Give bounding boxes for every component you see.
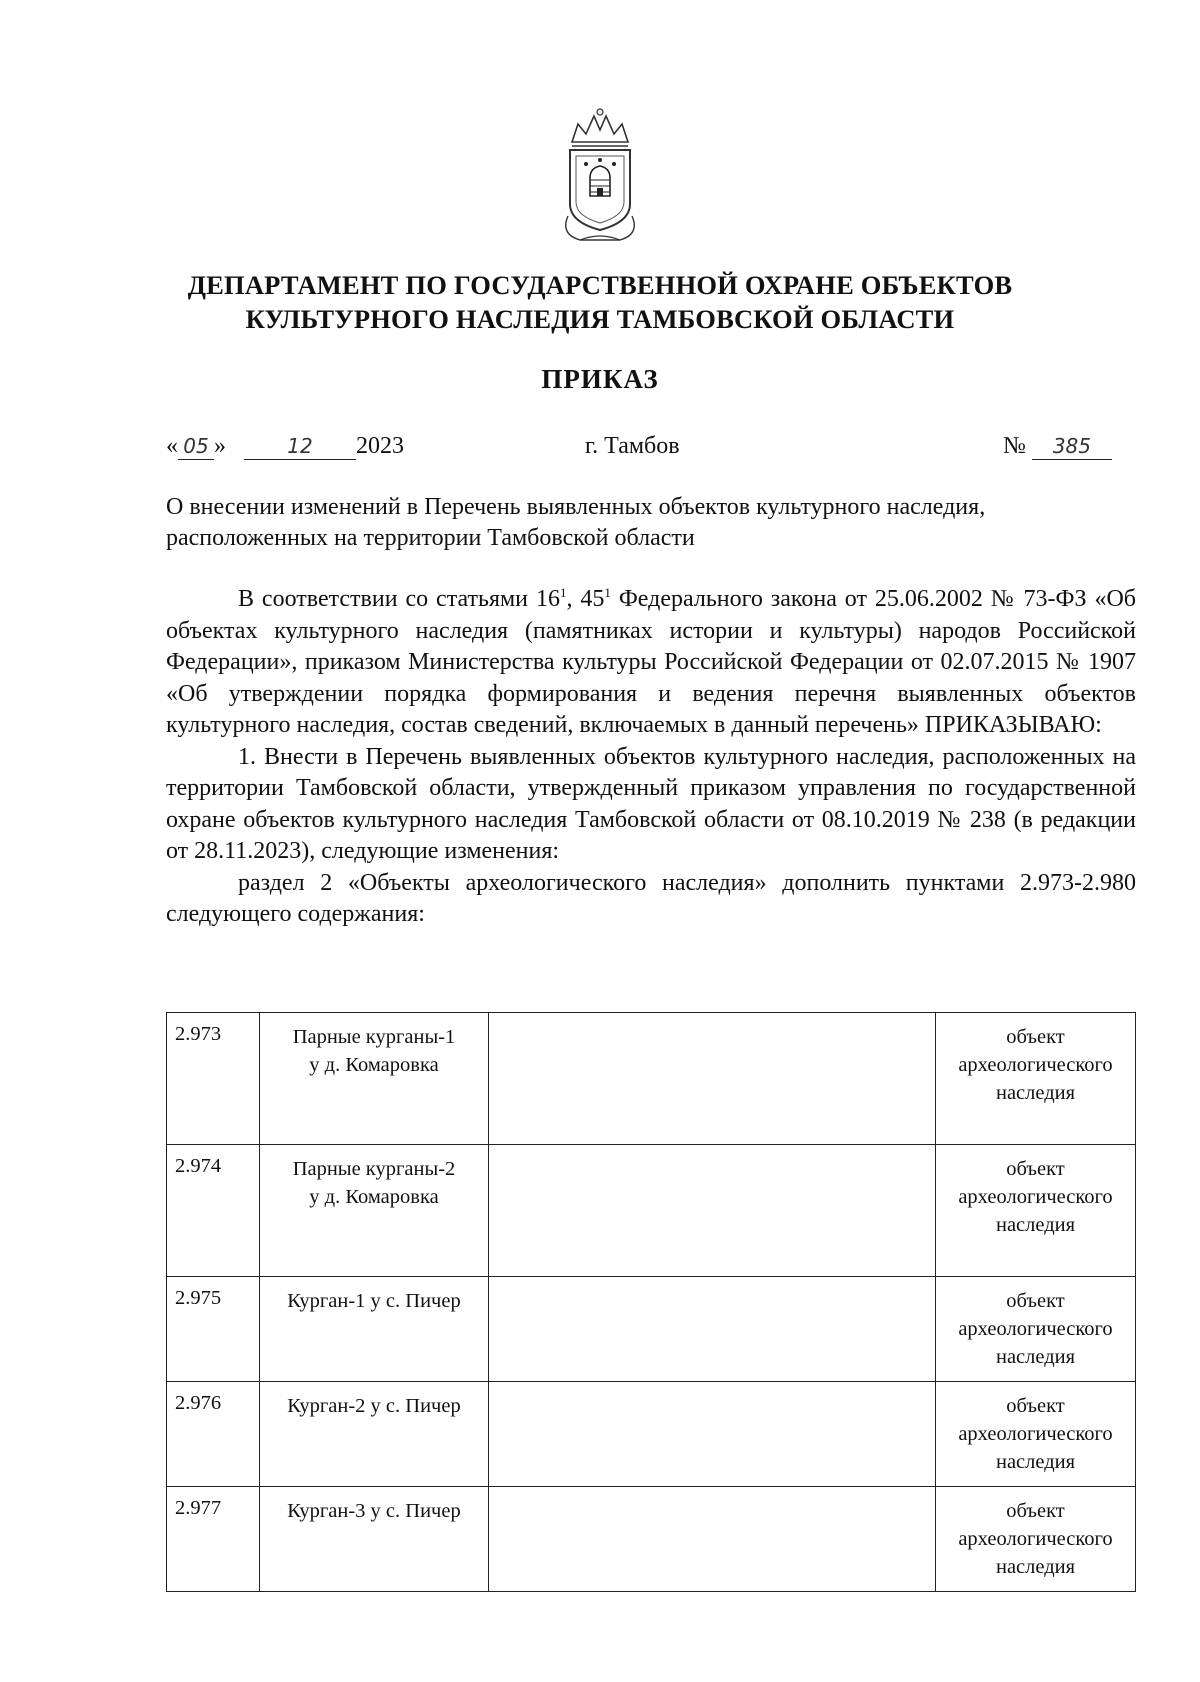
date-month: 12 — [244, 433, 356, 460]
subject-line-1: О внесении изменений в Перечень выявленных объектов культурного наследия, — [166, 494, 986, 520]
object-type: объект археологического наследия — [936, 1382, 1136, 1487]
row-number: 2.973 — [167, 1013, 260, 1145]
object-address — [489, 1277, 936, 1382]
table-row — [167, 1382, 1136, 1487]
order-date — [166, 431, 404, 461]
object-name: Парные курганы-1 у д. Комаровка — [260, 1013, 489, 1145]
table-row — [167, 1487, 1136, 1592]
quote-open: « — [166, 433, 178, 459]
row-number: 2.976 — [167, 1382, 260, 1487]
object-type: объект археологического наследия — [936, 1013, 1136, 1145]
object-address — [489, 1487, 936, 1592]
table-row — [167, 1013, 1136, 1145]
subject-line-2: расположенных на территории Тамбовской области — [166, 525, 695, 551]
order-body — [166, 577, 1136, 931]
order-subject — [166, 492, 1136, 554]
superscript-2: 1 — [604, 585, 611, 600]
date-day: 05 — [178, 433, 214, 460]
object-name: Курган-2 у с. Пичер — [260, 1382, 489, 1487]
table-row — [167, 1277, 1136, 1382]
department-line-2: КУЛЬТУРНОГО НАСЛЕДИЯ ТАМБОВСКОЙ ОБЛАСТИ — [245, 304, 955, 334]
department-line-1: ДЕПАРТАМЕНТ ПО ГОСУДАРСТВЕННОЙ ОХРАНЕ ОБЪЕКТОВ — [187, 270, 1013, 300]
row-number: 2.977 — [167, 1487, 260, 1592]
object-type: объект археологического наследия — [936, 1145, 1136, 1277]
superscript-1: 1 — [559, 585, 567, 600]
department-name — [0, 268, 1200, 336]
row-number: 2.975 — [167, 1277, 260, 1382]
order-number-value: 385 — [1032, 433, 1112, 460]
object-type: объект археологического наследия — [936, 1487, 1136, 1592]
date-year: 2023 — [356, 433, 404, 459]
row-number: 2.974 — [167, 1145, 260, 1277]
object-name: Курган-3 у с. Пичер — [260, 1487, 489, 1592]
quote-close: » — [214, 433, 226, 459]
object-address — [489, 1145, 936, 1277]
object-name: Курган-1 у с. Пичер — [260, 1277, 489, 1382]
heritage-objects-table — [166, 1012, 1136, 1592]
paragraph-legal-basis: В соответствии со статьями $16^1$, $45^1$ Федерального закона от 25.06.2002 № 73-ФЗ «Об объектах культурного наследия (памятниках истории и культуры) народов Российской Федерации», приказом Министерства культуры Российской Федерации от 02.07.2015 № 1907 «Об утверждении порядка формирования и ведения перечня выявленных объектов культурного наследия, состав сведений, включаемых в данный перечень» ПРИКАЗЫВАЮ: — [166, 585, 1136, 738]
document-type-title: ПРИКАЗ — [541, 364, 659, 394]
paragraph-item-1: 1. Внести в Перечень выявленных объектов культурного наследия, расположенных на территории Тамбовской области, утвержденный приказом управления по государственной охране объектов культурного наследия Тамбовской области от 08.10.2019 № 238 (в редакции от 28.11.2023), следующие изменения: — [166, 743, 1136, 864]
object-address — [489, 1013, 936, 1145]
object-name: Парные курганы-2 у д. Комаровка — [260, 1145, 489, 1277]
order-city: г. Тамбов — [585, 433, 680, 459]
object-type: объект археологического наследия — [936, 1277, 1136, 1382]
paragraph-section-2: раздел 2 «Объекты археологического наследия» дополнить пунктами 2.973-2.980 следующего содержания: — [166, 869, 1136, 927]
table-row — [167, 1145, 1136, 1277]
order-number — [1003, 431, 1112, 461]
object-address — [489, 1382, 936, 1487]
coat-of-arms-emblem — [550, 104, 650, 244]
number-prefix: № — [1003, 433, 1026, 459]
